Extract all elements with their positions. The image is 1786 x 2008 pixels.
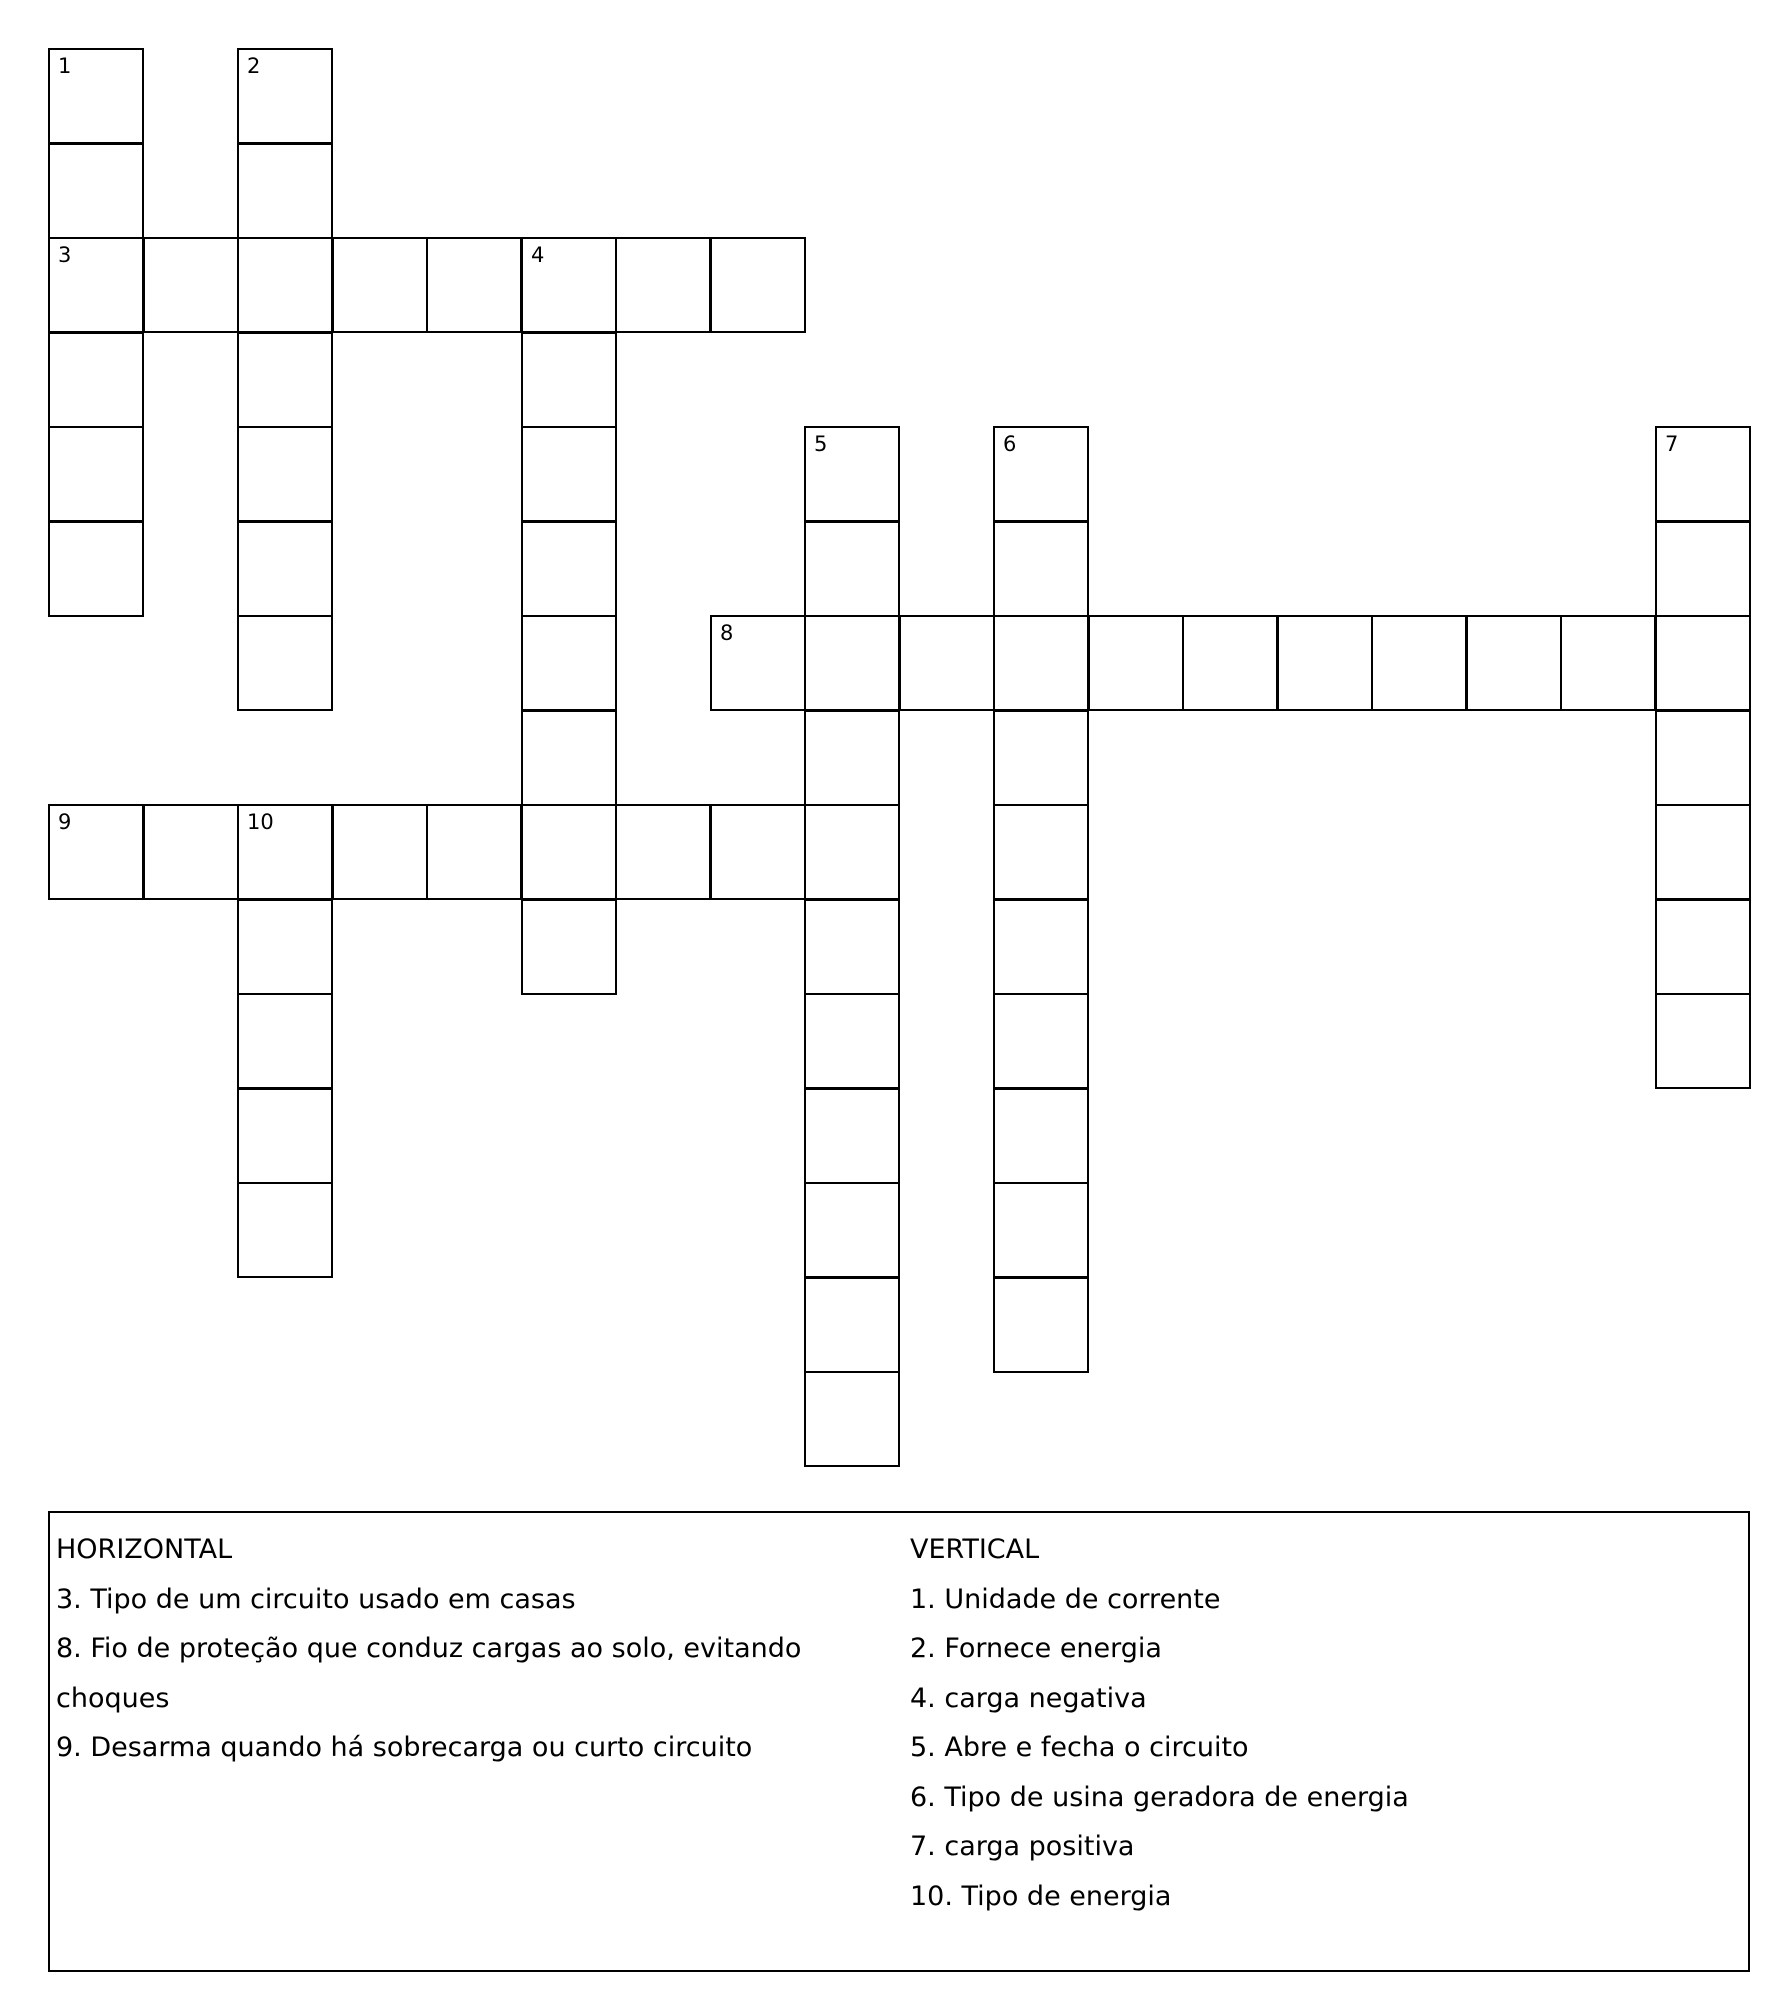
grid-cell[interactable] bbox=[1655, 615, 1751, 711]
grid-cell[interactable] bbox=[521, 804, 617, 900]
clue-number: 9 bbox=[58, 810, 72, 834]
grid-cell[interactable] bbox=[521, 237, 617, 333]
grid-cell[interactable] bbox=[993, 1277, 1089, 1373]
clue-number: 7 bbox=[1665, 432, 1679, 456]
clue-number: 1 bbox=[58, 54, 72, 78]
grid-cell[interactable] bbox=[993, 1182, 1089, 1278]
grid-cell[interactable] bbox=[993, 1088, 1089, 1184]
grid-cell[interactable] bbox=[143, 804, 239, 900]
grid-cell[interactable] bbox=[521, 521, 617, 617]
clue-vertical-5: 5. Abre e fecha o circuito bbox=[910, 1732, 1249, 1763]
clue-vertical-10: 10. Tipo de energia bbox=[910, 1880, 1172, 1912]
grid-cell[interactable] bbox=[1655, 804, 1751, 900]
grid-cell[interactable] bbox=[804, 1371, 900, 1467]
grid-cell[interactable] bbox=[993, 804, 1089, 900]
grid-cell[interactable] bbox=[1655, 521, 1751, 617]
grid-cell[interactable] bbox=[1371, 615, 1467, 711]
grid-cell[interactable] bbox=[48, 804, 144, 900]
grid-cell[interactable] bbox=[993, 710, 1089, 806]
grid-cell[interactable] bbox=[237, 48, 333, 144]
grid-cell[interactable] bbox=[804, 1277, 900, 1373]
grid-cell[interactable] bbox=[804, 1088, 900, 1184]
clue-number: 4 bbox=[531, 243, 545, 267]
grid-cell[interactable] bbox=[48, 237, 144, 333]
grid-cell[interactable] bbox=[143, 237, 239, 333]
grid-cell[interactable] bbox=[237, 1088, 333, 1184]
grid-cell[interactable] bbox=[1088, 615, 1184, 711]
clues-box bbox=[48, 1511, 1750, 1972]
vertical-clues bbox=[910, 1525, 1730, 1921]
grid-cell[interactable] bbox=[993, 426, 1089, 522]
grid-cell[interactable] bbox=[615, 237, 711, 333]
grid-cell[interactable] bbox=[804, 426, 900, 522]
clue-vertical-6: 6. Tipo de usina geradora de energia bbox=[910, 1781, 1409, 1813]
clue-vertical-2: 2. Fornece energia bbox=[910, 1633, 1162, 1664]
grid-cell[interactable] bbox=[993, 615, 1089, 711]
grid-cell[interactable] bbox=[521, 426, 617, 522]
grid-cell[interactable] bbox=[521, 615, 617, 711]
grid-cell[interactable] bbox=[993, 899, 1089, 995]
grid-cell[interactable] bbox=[237, 521, 333, 617]
grid-cell[interactable] bbox=[710, 615, 806, 711]
grid-cell[interactable] bbox=[1655, 993, 1751, 1089]
grid-cell[interactable] bbox=[237, 426, 333, 522]
grid-cell[interactable] bbox=[237, 615, 333, 711]
clue-number: 8 bbox=[720, 621, 734, 645]
grid-cell[interactable] bbox=[710, 237, 806, 333]
grid-cell[interactable] bbox=[804, 1182, 900, 1278]
grid-cell[interactable] bbox=[48, 332, 144, 428]
grid-cell[interactable] bbox=[48, 48, 144, 144]
grid-cell[interactable] bbox=[1277, 615, 1373, 711]
grid-cell[interactable] bbox=[1655, 899, 1751, 995]
clue-number: 2 bbox=[247, 54, 261, 78]
clue-vertical-4: 4. carga negativa bbox=[910, 1682, 1147, 1714]
grid-cell[interactable] bbox=[48, 143, 144, 239]
clue-vertical-1: 1. Unidade de corrente bbox=[910, 1583, 1221, 1615]
horizontal-clues bbox=[56, 1525, 866, 1773]
grid-cell[interactable] bbox=[1466, 615, 1562, 711]
grid-cell[interactable] bbox=[237, 804, 333, 900]
clue-number: 10 bbox=[247, 810, 274, 834]
grid-cell[interactable] bbox=[804, 615, 900, 711]
grid-cell[interactable] bbox=[48, 426, 144, 522]
grid-cell[interactable] bbox=[426, 804, 522, 900]
clue-number: 6 bbox=[1003, 432, 1017, 456]
clue-number: 5 bbox=[814, 432, 828, 456]
clue-vertical-7: 7. carga positiva bbox=[910, 1831, 1135, 1862]
grid-cell[interactable] bbox=[804, 521, 900, 617]
grid-cell[interactable] bbox=[804, 899, 900, 995]
grid-cell[interactable] bbox=[993, 993, 1089, 1089]
horizontal-heading: HORIZONTAL bbox=[56, 1534, 233, 1565]
grid-cell[interactable] bbox=[1655, 710, 1751, 806]
clue-horizontal-8: 8. Fio de proteção que conduz cargas ao solo, evitando choques bbox=[56, 1633, 802, 1714]
grid-cell[interactable] bbox=[804, 710, 900, 806]
grid-cell[interactable] bbox=[48, 521, 144, 617]
grid-cell[interactable] bbox=[521, 710, 617, 806]
grid-cell[interactable] bbox=[332, 804, 428, 900]
grid-cell[interactable] bbox=[1655, 426, 1751, 522]
grid-cell[interactable] bbox=[237, 143, 333, 239]
grid-cell[interactable] bbox=[237, 899, 333, 995]
grid-cell[interactable] bbox=[1560, 615, 1656, 711]
clue-horizontal-9: 9. Desarma quando há sobrecarga ou curto circuito bbox=[56, 1732, 753, 1763]
grid-cell[interactable] bbox=[237, 237, 333, 333]
grid-cell[interactable] bbox=[237, 332, 333, 428]
grid-cell[interactable] bbox=[237, 993, 333, 1089]
grid-cell[interactable] bbox=[993, 521, 1089, 617]
grid-cell[interactable] bbox=[521, 899, 617, 995]
grid-cell[interactable] bbox=[237, 1182, 333, 1278]
grid-cell[interactable] bbox=[426, 237, 522, 333]
grid-cell[interactable] bbox=[332, 237, 428, 333]
grid-cell[interactable] bbox=[710, 804, 806, 900]
grid-cell[interactable] bbox=[804, 993, 900, 1089]
grid-cell[interactable] bbox=[804, 804, 900, 900]
clue-horizontal-3: 3. Tipo de um circuito usado em casas bbox=[56, 1583, 576, 1615]
grid-cell[interactable] bbox=[615, 804, 711, 900]
vertical-heading: VERTICAL bbox=[910, 1534, 1040, 1565]
grid-cell[interactable] bbox=[899, 615, 995, 711]
clue-number: 3 bbox=[58, 243, 72, 267]
grid-cell[interactable] bbox=[521, 332, 617, 428]
grid-cell[interactable] bbox=[1182, 615, 1278, 711]
